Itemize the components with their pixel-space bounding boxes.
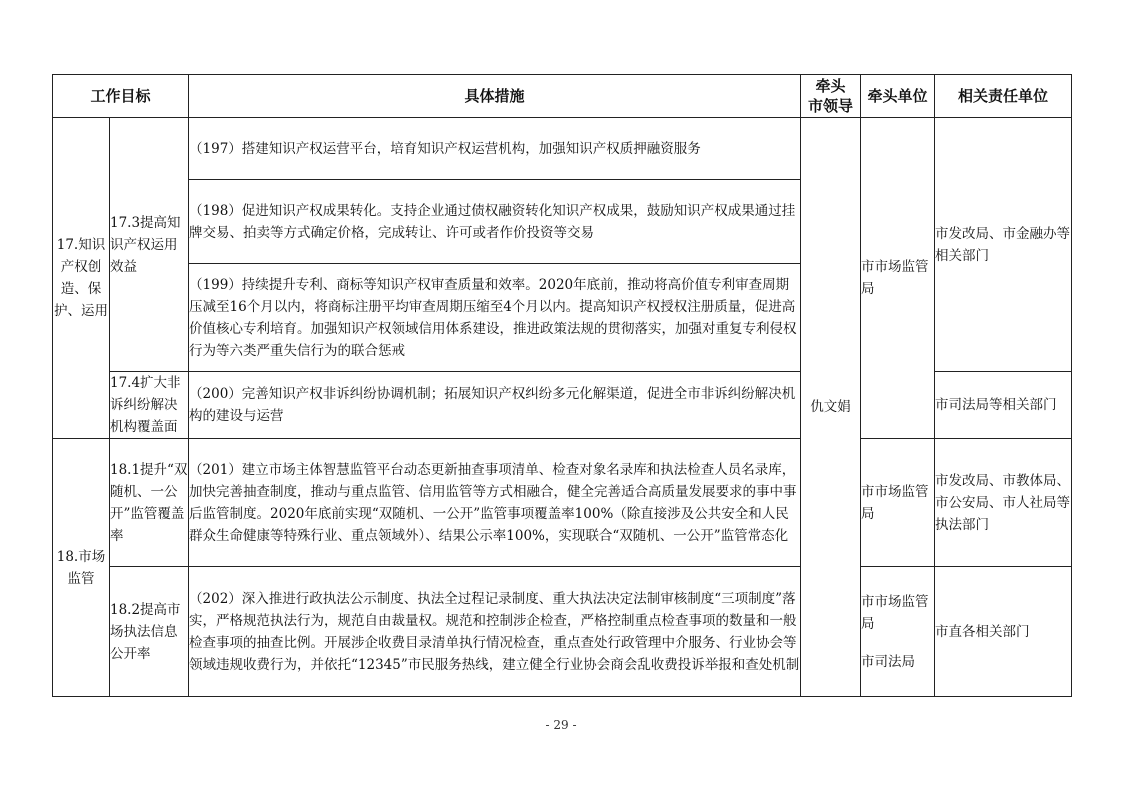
table-row xyxy=(53,118,1072,180)
lead-unit-17-cell: 市市场监管局 xyxy=(861,118,935,439)
goal-18-cell: 18.市场监管 xyxy=(53,439,110,697)
header-measures: 具体措施 xyxy=(189,75,801,118)
header-leader-line2: 市领导 xyxy=(808,97,854,115)
measure-201: （201）建立市场主体智慧监管平台动态更新抽查事项清单、检查对象名录库和执法检查人员名录库，加快完善抽查制度，推动与重点监管、信用监管等方式相融合，健全完善适合高质量发展要求的事中事后监管制度。2020年底前实现“双随机、一公开”监管事项覆盖率100%（除直接涉及公共安全和人民群众生命健康等特殊行业、重点领域外）、结果公示率100%，实现联合“双随机、一公开”监管常态化 xyxy=(189,439,801,567)
header-goal: 工作目标 xyxy=(53,75,189,118)
measure-199: （199）持续提升专利、商标等知识产权审查质量和效率。2020年底前，推动将高价值专利审查周期压减至16个月以内，将商标注册平均审查周期压缩至4个月以内。提高知识产权授权注册质量，促进高价值核心专利培育。加强知识产权领域信用体系建设，推进政策法规的贯彻落实，加强对重复专利侵权行为等六类严重失信行为的联合惩戒 xyxy=(189,264,801,372)
subgoal-18-1-cell: 18.1提升“双随机、一公开”监管覆盖率 xyxy=(110,439,189,567)
related-17-3-cell: 市发改局、市金融办等相关部门 xyxy=(935,118,1072,372)
measure-198: （198）促进知识产权成果转化。支持企业通过债权融资转化知识产权成果，鼓励知识产权成果通过挂牌交易、拍卖等方式确定价格，完成转让、许可或者作价投资等交易 xyxy=(189,180,801,264)
related-18-1-cell: 市发改局、市教体局、市公安局、市人社局等执法部门 xyxy=(935,439,1072,567)
lead-unit-18-1-cell: 市市场监管局 xyxy=(861,439,935,567)
goal-17-cell: 17.知识产权创造、保护、运用 xyxy=(53,118,110,439)
measure-197: （197）搭建知识产权运营平台，培育知识产权运营机构，加强知识产权质押融资服务 xyxy=(189,118,801,180)
measures-table xyxy=(52,74,1072,697)
page-number: - 29 - xyxy=(545,718,577,732)
header-leader-line1: 牵头 xyxy=(815,77,846,95)
lead-unit-18-2-cell xyxy=(861,567,935,697)
lead-unit-18-2-secondary: 市司法局 xyxy=(861,653,916,670)
related-18-2-cell: 市直各相关部门 xyxy=(935,567,1072,697)
measure-202: （202）深入推进行政执法公示制度、执法全过程记录制度、重大执法决定法制审核制度“三项制度”落实，严格规范执法行为，规范自由裁量权。规范和控制涉企检查，严格控制重点检查事项的数量和一般检查事项的抽查比例。开展涉企收费目录清单执行情况检查，重点查处行政管理中介服务、行业协会等领域违规收费行为，并依托“12345”市民服务热线，建立健全行业协会商会乱收费投诉举报和查处机制 xyxy=(189,567,801,697)
subgoal-17-3-cell: 17.3提高知识产权运用效益 xyxy=(110,118,189,372)
header-related-units: 相关责任单位 xyxy=(935,75,1072,118)
measure-200: （200）完善知识产权非诉纠纷协调机制；拓展知识产权纠纷多元化解渠道，促进全市非诉纠纷解决机构的建设与运营 xyxy=(189,372,801,439)
lead-unit-18-2-primary: 市市场监管局 xyxy=(861,593,929,632)
leader-cell: 仇文娟 xyxy=(801,118,861,697)
table-row xyxy=(53,567,1072,697)
subgoal-17-4-cell: 17.4扩大非诉纠纷解决机构覆盖面 xyxy=(110,372,189,439)
header-row xyxy=(53,75,1072,118)
subgoal-18-2-cell: 18.2提高市场执法信息公开率 xyxy=(110,567,189,697)
header-lead-unit: 牵头单位 xyxy=(861,75,935,118)
header-leader xyxy=(801,75,861,118)
related-17-4-cell: 市司法局等相关部门 xyxy=(935,372,1072,439)
table-row xyxy=(53,439,1072,567)
